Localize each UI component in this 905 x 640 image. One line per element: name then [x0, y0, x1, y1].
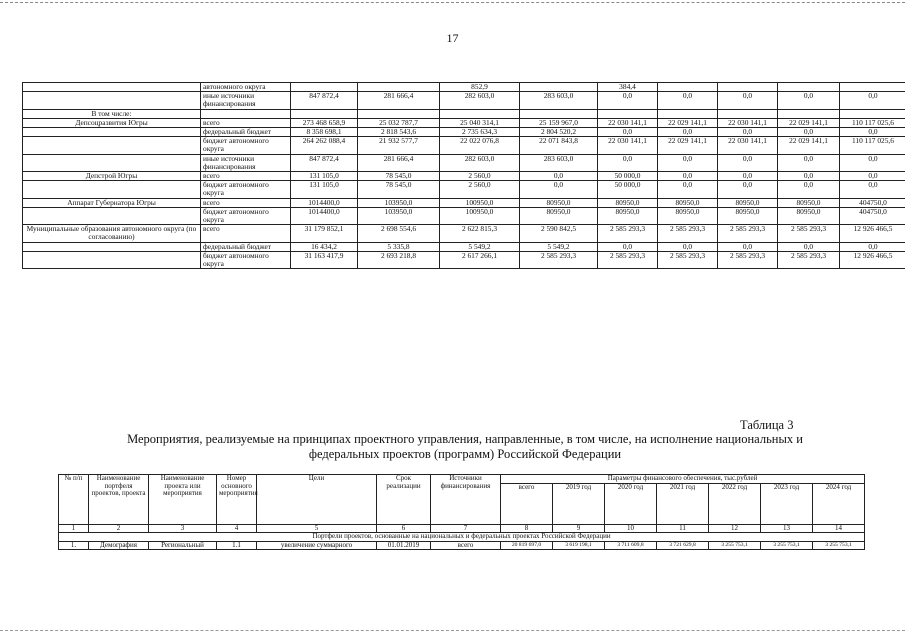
- value-cell: 100950,0: [440, 207, 520, 224]
- funding-table: [22, 82, 905, 269]
- column-number: 10: [605, 524, 657, 533]
- table-row: [23, 83, 905, 92]
- value-cell: 0,0: [840, 128, 905, 137]
- value-cell: 283 603,0: [520, 92, 598, 109]
- value-cell: [520, 109, 598, 118]
- value-cell: 0,0: [778, 154, 840, 171]
- value-cell: 110 117 025,6: [840, 118, 905, 127]
- value-cell: 281 666,4: [358, 92, 440, 109]
- value-cell: 0,0: [598, 128, 658, 137]
- source-cell: федеральный бюджет: [201, 242, 291, 251]
- value-cell: 2 585 293,3: [658, 251, 718, 268]
- value-cell: 384,4: [598, 83, 658, 92]
- value-cell: 2 560,0: [440, 181, 520, 198]
- value-cell: 80950,0: [520, 198, 598, 207]
- source-cell: бюджет автономного округа: [201, 137, 291, 154]
- org-cell: Депсоцразвития Югры: [23, 118, 201, 127]
- value-cell: 0,0: [840, 181, 905, 198]
- value-cell: 0,0: [778, 128, 840, 137]
- value-cell: 2 585 293,3: [598, 225, 658, 242]
- value-cell: 22 030 141,1: [598, 118, 658, 127]
- value-cell: 2 585 293,3: [718, 251, 778, 268]
- value-cell: 1014400,0: [291, 207, 358, 224]
- value-cell: [440, 109, 520, 118]
- header-year: 2023 год: [761, 483, 813, 524]
- value-cell: 0,0: [718, 128, 778, 137]
- value-cell: 0,0: [598, 92, 658, 109]
- value-cell: 12 926 466,5: [840, 251, 905, 268]
- source-cell: федеральный бюджет: [201, 128, 291, 137]
- value-cell: 31 163 417,9: [291, 251, 358, 268]
- value-cell: 2 622 815,3: [440, 225, 520, 242]
- source-cell: бюджет автономного округа: [201, 207, 291, 224]
- value-cell: 5 549,2: [520, 242, 598, 251]
- section-title: Портфели проектов, основанные на национальных и федеральных проектах Российской Федерации: [59, 533, 865, 542]
- value-cell: 2 560,0: [440, 172, 520, 181]
- value-cell: 2 585 293,3: [598, 251, 658, 268]
- table-row: [23, 154, 905, 171]
- value-cell: 0,0: [718, 181, 778, 198]
- value-cell: 21 932 577,7: [358, 137, 440, 154]
- value-cell: 80950,0: [718, 207, 778, 224]
- value-cell: 2 698 554,6: [358, 225, 440, 242]
- column-number: 14: [813, 524, 865, 533]
- table-row: [23, 225, 905, 242]
- value-cell: 2 585 293,3: [778, 251, 840, 268]
- table3-title: Мероприятия, реализуемые на принципах проектного управления, направленные, в том числе, на исполнение национальных и федеральных проектов (программ) Российской Федерации: [127, 432, 803, 461]
- header-year: 2019 год: [553, 483, 605, 524]
- data-cell: всего: [431, 541, 501, 550]
- column-number: 4: [217, 524, 257, 533]
- value-cell: 22 030 141,1: [718, 118, 778, 127]
- org-cell: [23, 83, 201, 92]
- header-portfolio: Наименование портфеля проектов, проекта: [89, 475, 149, 525]
- value-cell: 273 468 658,9: [291, 118, 358, 127]
- header-params: Параметры финансового обеспечения, тыс.рублей: [501, 475, 865, 484]
- header-project: Наименование проекта или мероприятия: [149, 475, 217, 525]
- value-cell: 404750,0: [840, 207, 905, 224]
- header-year: всего: [501, 483, 553, 524]
- value-cell: 80950,0: [598, 207, 658, 224]
- column-number: 5: [257, 524, 377, 533]
- data-cell: 01.01.2019: [377, 541, 431, 550]
- value-cell: 0,0: [778, 172, 840, 181]
- header-year: 2024 год: [813, 483, 865, 524]
- data-cell: 3 711 609,8: [605, 541, 657, 550]
- value-cell: 103950,0: [358, 198, 440, 207]
- value-cell: 0,0: [840, 242, 905, 251]
- value-cell: 0,0: [658, 172, 718, 181]
- value-cell: 0,0: [658, 128, 718, 137]
- org-cell: Муниципальные образования автономного округа (по согласованию): [23, 225, 201, 242]
- value-cell: 0,0: [598, 154, 658, 171]
- value-cell: 0,0: [658, 154, 718, 171]
- table3-data-row: [59, 541, 865, 550]
- value-cell: 2 735 634,3: [440, 128, 520, 137]
- value-cell: 2 804 520,2: [520, 128, 598, 137]
- data-cell: 3 721 629,8: [657, 541, 709, 550]
- header-basis: Номер основного мероприятия: [217, 475, 257, 525]
- column-number: 9: [553, 524, 605, 533]
- value-cell: 78 545,0: [358, 181, 440, 198]
- value-cell: 80950,0: [598, 198, 658, 207]
- source-cell: всего: [201, 118, 291, 127]
- page-number: 17: [446, 31, 459, 45]
- value-cell: 2 585 293,3: [778, 225, 840, 242]
- header-sources: Источники финансирования: [431, 475, 501, 525]
- value-cell: 22 029 141,1: [658, 137, 718, 154]
- value-cell: 2 693 218,8: [358, 251, 440, 268]
- org-cell: [23, 251, 201, 268]
- value-cell: 0,0: [840, 172, 905, 181]
- value-cell: [358, 109, 440, 118]
- value-cell: 80950,0: [778, 198, 840, 207]
- source-cell: всего: [201, 172, 291, 181]
- source-cell: всего: [201, 225, 291, 242]
- table-row: [23, 207, 905, 224]
- value-cell: 283 603,0: [520, 154, 598, 171]
- table-row: [23, 242, 905, 251]
- value-cell: 8 358 698,1: [291, 128, 358, 137]
- value-cell: [598, 109, 658, 118]
- value-cell: 0,0: [658, 181, 718, 198]
- value-cell: 25 040 314,1: [440, 118, 520, 127]
- value-cell: 16 434,2: [291, 242, 358, 251]
- column-number: 12: [709, 524, 761, 533]
- value-cell: 5 335,8: [358, 242, 440, 251]
- value-cell: 131 105,0: [291, 172, 358, 181]
- org-cell: [23, 137, 201, 154]
- projects-table: [58, 474, 865, 550]
- data-cell: 3 255 753,1: [761, 541, 813, 550]
- org-cell: Депстрой Югры: [23, 172, 201, 181]
- value-cell: 0,0: [658, 92, 718, 109]
- value-cell: 0,0: [778, 92, 840, 109]
- value-cell: 2 585 293,3: [718, 225, 778, 242]
- value-cell: 0,0: [718, 154, 778, 171]
- value-cell: 0,0: [778, 242, 840, 251]
- table-row: [23, 92, 905, 109]
- org-cell: [23, 181, 201, 198]
- value-cell: [658, 109, 718, 118]
- value-cell: 282 603,0: [440, 154, 520, 171]
- value-cell: 281 666,4: [358, 154, 440, 171]
- value-cell: 0,0: [520, 172, 598, 181]
- source-cell: [201, 109, 291, 118]
- org-cell: [23, 242, 201, 251]
- value-cell: 1014400,0: [291, 198, 358, 207]
- data-cell: 3 619 198,1: [553, 541, 605, 550]
- value-cell: 0,0: [778, 181, 840, 198]
- value-cell: 78 545,0: [358, 172, 440, 181]
- value-cell: 0,0: [840, 154, 905, 171]
- header-year: 2022 год: [709, 483, 761, 524]
- source-cell: бюджет автономного округа: [201, 251, 291, 268]
- value-cell: 50 000,0: [598, 172, 658, 181]
- value-cell: 50 000,0: [598, 181, 658, 198]
- table3-label: Таблица 3: [740, 418, 794, 432]
- header-num: № п/п: [59, 475, 89, 525]
- value-cell: 80950,0: [658, 198, 718, 207]
- data-cell: Демография: [89, 541, 149, 550]
- value-cell: 264 262 088,4: [291, 137, 358, 154]
- header-year: 2021 год: [657, 483, 709, 524]
- value-cell: 2 617 266,1: [440, 251, 520, 268]
- funding-table-body: [23, 83, 905, 269]
- value-cell: 80950,0: [658, 207, 718, 224]
- column-number: 11: [657, 524, 709, 533]
- org-cell: [23, 92, 201, 109]
- header-goals: Цели: [257, 475, 377, 525]
- value-cell: 103950,0: [358, 207, 440, 224]
- value-cell: 22 029 141,1: [658, 118, 718, 127]
- value-cell: 404750,0: [840, 198, 905, 207]
- scan-edge-bottom: [0, 630, 905, 631]
- value-cell: 22 029 141,1: [778, 118, 840, 127]
- table3-section-row: [59, 533, 865, 542]
- value-cell: 0,0: [658, 242, 718, 251]
- value-cell: [840, 109, 905, 118]
- column-number: 6: [377, 524, 431, 533]
- value-cell: 2 590 842,5: [520, 225, 598, 242]
- data-cell: увеличение суммарного: [257, 541, 377, 550]
- value-cell: 0,0: [718, 172, 778, 181]
- value-cell: 25 032 787,7: [358, 118, 440, 127]
- value-cell: 847 872,4: [291, 154, 358, 171]
- source-cell: всего: [201, 198, 291, 207]
- column-number: 8: [501, 524, 553, 533]
- value-cell: 25 159 967,0: [520, 118, 598, 127]
- value-cell: [718, 109, 778, 118]
- column-number: 2: [89, 524, 149, 533]
- org-cell: [23, 207, 201, 224]
- value-cell: 22 030 141,1: [598, 137, 658, 154]
- value-cell: 22 029 141,1: [778, 137, 840, 154]
- source-cell: автономного округа: [201, 83, 291, 92]
- table-row: [23, 137, 905, 154]
- value-cell: [291, 109, 358, 118]
- value-cell: 852,9: [440, 83, 520, 92]
- column-number: 13: [761, 524, 813, 533]
- value-cell: 80950,0: [718, 198, 778, 207]
- value-cell: 282 603,0: [440, 92, 520, 109]
- table-row: [23, 109, 905, 118]
- source-cell: бюджет автономного округа: [201, 181, 291, 198]
- value-cell: 31 179 852,1: [291, 225, 358, 242]
- scan-edge-top: [0, 2, 905, 3]
- value-cell: 0,0: [598, 242, 658, 251]
- value-cell: 110 117 025,6: [840, 137, 905, 154]
- value-cell: 80950,0: [778, 207, 840, 224]
- value-cell: [778, 109, 840, 118]
- org-cell: [23, 154, 201, 171]
- header-year: 2020 год: [605, 483, 657, 524]
- value-cell: 0,0: [718, 242, 778, 251]
- org-cell: В том числе:: [23, 109, 201, 118]
- value-cell: 0,0: [840, 92, 905, 109]
- data-cell: 3 255 753,1: [709, 541, 761, 550]
- value-cell: 2 585 293,3: [658, 225, 718, 242]
- table-row: [23, 198, 905, 207]
- value-cell: 22 071 843,8: [520, 137, 598, 154]
- value-cell: 2 818 543,6: [358, 128, 440, 137]
- value-cell: 2 585 293,3: [520, 251, 598, 268]
- column-number: 3: [149, 524, 217, 533]
- table-row: [23, 181, 905, 198]
- value-cell: 22 030 141,1: [718, 137, 778, 154]
- org-cell: [23, 128, 201, 137]
- data-cell: 20 819 697,0: [501, 541, 553, 550]
- value-cell: 0,0: [718, 92, 778, 109]
- source-cell: иные источники финансирования: [201, 92, 291, 109]
- value-cell: 80950,0: [520, 207, 598, 224]
- data-cell: 3 255 753,1: [813, 541, 865, 550]
- value-cell: 5 549,2: [440, 242, 520, 251]
- value-cell: 22 022 076,8: [440, 137, 520, 154]
- column-number: 1: [59, 524, 89, 533]
- table-row: [23, 172, 905, 181]
- header-term: Срок реализации: [377, 475, 431, 525]
- value-cell: 131 105,0: [291, 181, 358, 198]
- data-cell: Региональный: [149, 541, 217, 550]
- data-cell: 1.: [59, 541, 89, 550]
- value-cell: 100950,0: [440, 198, 520, 207]
- org-cell: Аппарат Губернатора Югры: [23, 198, 201, 207]
- value-cell: 12 926 466,5: [840, 225, 905, 242]
- column-number: 7: [431, 524, 501, 533]
- data-cell: 1.1: [217, 541, 257, 550]
- value-cell: 847 872,4: [291, 92, 358, 109]
- table3-header-row: [59, 475, 865, 484]
- value-cell: 0,0: [520, 181, 598, 198]
- source-cell: иные источники финансирования: [201, 154, 291, 171]
- table-row: [23, 251, 905, 268]
